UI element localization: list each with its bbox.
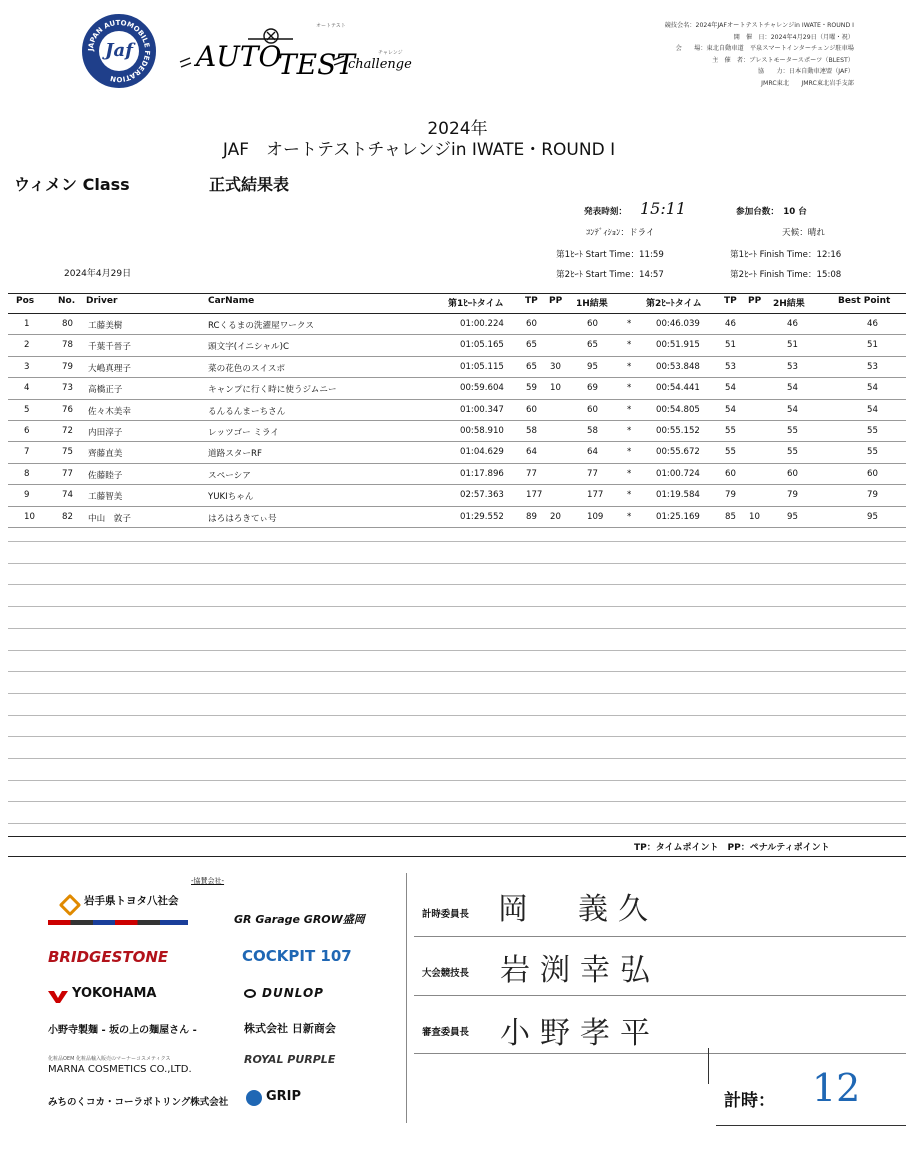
section-rule <box>8 836 906 837</box>
cell-heat2-tp: 55 <box>725 426 736 436</box>
cell-number: 78 <box>62 340 73 351</box>
table-row <box>8 421 906 440</box>
cell-best-marker: * <box>627 447 632 458</box>
cell-heat2-time: 01:19.584 <box>656 490 700 501</box>
sponsor-coca-cola: みちのくコカ・コーラボトリング株式会社 <box>48 1097 229 1108</box>
class-name: ウィメン Class <box>14 175 130 194</box>
cell-heat2-result: 46 <box>787 319 798 329</box>
org-info-line: 協 力：日本自動車連盟（JAF） <box>757 68 854 76</box>
cell-number: 73 <box>62 383 73 394</box>
table-row <box>8 400 906 419</box>
cell-heat2-tp: 54 <box>725 404 736 415</box>
heat1-start-time: 第1ﾋｰﾄ Start Time：11:59 <box>556 250 664 260</box>
table-header <box>8 291 906 310</box>
sponsor-nisshin-shokai: 株式会社 日新商会 <box>244 1022 336 1035</box>
cell-car-name: 頭文字(イニシャル)C <box>208 342 289 353</box>
blank-line <box>8 584 906 585</box>
org-info-line: 会 場：東北自動車道 平泉スマートインターチェンジ駐車場 <box>675 45 854 53</box>
cell-best-point: 54 <box>867 404 878 415</box>
sponsor-iwate-toyota: 岩手県トヨタ八社会 <box>84 895 179 907</box>
cell-pos: 7 <box>24 447 30 458</box>
jaf-logo <box>82 14 156 88</box>
announce-time-label: 発表時刻： <box>584 207 627 217</box>
cell-heat1-result: 109 <box>587 511 604 522</box>
challenge-word: challenge <box>348 57 412 72</box>
cell-best-point: 55 <box>867 447 878 458</box>
cell-pos: 3 <box>24 361 30 372</box>
cell-heat2-tp: 54 <box>725 383 736 394</box>
cell-heat1-result: 77 <box>587 468 598 479</box>
signature-line <box>414 995 906 996</box>
cell-heat2-tp: 79 <box>725 490 736 501</box>
cell-best-point: 55 <box>867 426 878 436</box>
cell-driver: 工藤智美 <box>88 492 123 503</box>
cell-heat1-time: 01:17.896 <box>460 468 504 479</box>
cell-heat1-tp: 59 <box>526 383 537 394</box>
weather: 天候：晴れ <box>782 228 825 238</box>
sponsor-bridgestone: BRIDGESTONE <box>48 948 169 966</box>
cell-car-name: スペーシア <box>208 470 251 481</box>
org-info-line: 競技会名：2024年JAFオートテストチャレンジin IWATE・ROUND I <box>664 22 854 29</box>
entries-count: 参加台数： 10 台 <box>736 207 807 217</box>
chief-timekeeper-signature: 岡 義久 <box>498 892 658 927</box>
blank-line <box>8 823 906 824</box>
cell-heat1-time: 01:04.629 <box>460 447 504 458</box>
timing-sheet-label: 計時： <box>724 1091 775 1111</box>
points-legend: TP：タイムポイント PP：ペナルティポイント <box>634 843 830 853</box>
cell-best-marker: * <box>627 319 632 329</box>
cell-pos: 2 <box>24 340 30 351</box>
title-year: 2024年 <box>427 119 488 139</box>
column-header-heat2-time: 第2ﾋｰﾄタイム <box>646 299 702 309</box>
cell-best-marker: * <box>627 361 632 372</box>
cell-best-point: 46 <box>867 319 878 329</box>
jaf-logo-center: Jaf <box>99 31 139 71</box>
cell-number: 74 <box>62 490 73 501</box>
cell-number: 76 <box>62 404 73 415</box>
signature-stroke <box>708 1048 709 1084</box>
cell-pos: 4 <box>24 383 30 394</box>
clerk-of-course-label: 大会競技長 <box>422 968 469 979</box>
cell-heat2-tp: 51 <box>725 340 736 351</box>
sponsor-dealer-strip <box>48 920 188 925</box>
cell-heat1-tp: 77 <box>526 468 537 479</box>
svg-text:JAPAN AUTOMOBILE FEDERATION: JAPAN AUTOMOBILE FEDERATION <box>86 18 152 84</box>
sponsor-divider <box>406 873 407 1123</box>
column-header-heat2-tp: TP <box>724 296 737 306</box>
dunlop-icon <box>244 989 256 998</box>
ruby-autotest: オートテスト <box>316 23 346 29</box>
cell-heat2-time: 00:55.672 <box>656 447 700 458</box>
sponsor-gr-garage: GR Garage GROW盛岡 <box>234 913 365 926</box>
cell-heat1-time: 01:05.115 <box>460 361 504 372</box>
cell-best-point: 53 <box>867 361 878 372</box>
toyota-group-icon <box>59 894 82 917</box>
sponsors-title: -協賛会社- <box>191 877 225 885</box>
cell-heat2-tp: 60 <box>725 468 736 479</box>
cell-car-name: YUKIちゃん <box>208 492 254 503</box>
cell-best-marker: * <box>627 511 632 522</box>
org-info-line: 開 催 日：2024年4月29日（月曜・祝） <box>733 33 854 41</box>
cell-number: 77 <box>62 468 73 479</box>
table-row <box>8 378 906 397</box>
cell-heat1-time: 01:05.165 <box>460 340 504 351</box>
column-header-heat2-result: 2H結果 <box>773 299 805 309</box>
heat2-finish-time: 第2ﾋｰﾄ Finish Time：15:08 <box>730 270 842 280</box>
heat1-finish-time: 第1ﾋｰﾄ Finish Time：12:16 <box>730 250 842 260</box>
cell-heat1-result: 69 <box>587 383 598 394</box>
chief-timekeeper-label: 計時委員長 <box>422 909 469 920</box>
blank-line <box>8 736 906 737</box>
cell-heat2-result: 53 <box>787 361 798 372</box>
cell-heat2-result: 51 <box>787 340 798 351</box>
chief-steward-signature: 小野孝平 <box>500 1016 660 1051</box>
table-row <box>8 485 906 504</box>
table-row <box>8 442 906 461</box>
cell-driver: 大嶋真理子 <box>88 363 131 374</box>
cell-heat1-time: 00:59.604 <box>460 383 504 394</box>
cell-heat2-time: 00:53.848 <box>656 361 700 372</box>
cell-heat1-tp: 89 <box>526 511 537 522</box>
organizer-info <box>588 20 854 90</box>
cell-heat2-result: 60 <box>787 468 798 479</box>
column-header-heat1-tp: TP <box>525 296 538 306</box>
cell-best-point: 54 <box>867 383 878 394</box>
cell-heat2-time: 01:25.169 <box>656 511 700 522</box>
cell-driver: 齊藤直美 <box>88 449 123 460</box>
cell-driver: 千葉千晉子 <box>88 342 131 353</box>
grip-icon <box>246 1090 262 1106</box>
cell-heat1-pp: 10 <box>550 383 561 394</box>
cell-car-name: はろはろきてぃ号 <box>208 513 277 524</box>
cell-driver: 中山 敦子 <box>88 513 131 524</box>
cell-heat1-result: 65 <box>587 340 598 351</box>
cell-number: 80 <box>62 319 73 329</box>
chief-steward-label: 審査委員長 <box>422 1027 469 1038</box>
cell-heat1-time: 01:29.552 <box>460 511 504 522</box>
cell-heat1-tp: 60 <box>526 404 537 415</box>
cell-car-name: レッツゴー ミライ <box>208 428 279 438</box>
cell-heat1-time: 00:58.910 <box>460 426 504 436</box>
cell-pos: 10 <box>24 511 35 522</box>
blank-line <box>8 693 906 694</box>
cell-heat1-result: 58 <box>587 426 598 436</box>
cell-heat2-time: 01:00.724 <box>656 468 700 479</box>
cell-best-point: 51 <box>867 340 878 351</box>
blank-line <box>8 541 906 542</box>
cell-heat2-result: 54 <box>787 383 798 394</box>
cell-heat2-tp: 55 <box>725 447 736 458</box>
sponsor-marna-tagline: 化粧品OEM 化粧品輸入販売のマーナーコスメティクス <box>48 1056 171 1062</box>
table-row <box>8 314 906 333</box>
cell-heat1-time: 01:00.347 <box>460 404 504 415</box>
signature-line <box>414 1053 906 1054</box>
clerk-of-course-signature: 岩渕幸弘 <box>500 953 660 988</box>
cell-heat1-tp: 60 <box>526 319 537 329</box>
cell-driver: 佐々木美幸 <box>88 406 131 417</box>
sponsor-royal-purple: ROYAL PURPLE <box>244 1053 336 1066</box>
column-header-heat2-pp: PP <box>748 296 762 306</box>
autotest-challenge-logo <box>178 14 428 82</box>
column-header-best-point: Best Point <box>838 296 891 306</box>
cell-best-marker: * <box>627 383 632 394</box>
sponsor-cockpit107: COCKPIT 107 <box>242 947 352 965</box>
cell-pos: 9 <box>24 490 30 501</box>
test-word: TEST <box>278 48 355 81</box>
blank-line <box>8 563 906 564</box>
yokohama-icon <box>48 988 68 1000</box>
cell-car-name: 菜の花色のスイスポ <box>208 363 286 374</box>
blank-line <box>8 628 906 629</box>
cell-driver: 工藤美樹 <box>88 321 123 331</box>
cell-heat1-tp: 64 <box>526 447 537 458</box>
cell-heat1-time: 02:57.363 <box>460 490 504 501</box>
cell-best-marker: * <box>627 340 632 351</box>
sponsor-marna-cosmetics: MARNA COSMETICS CO.,LTD. <box>48 1064 192 1075</box>
blank-line <box>8 801 906 802</box>
cell-car-name: RCくるまの洗濯屋ワークス <box>208 321 314 331</box>
cell-heat2-time: 00:51.915 <box>656 340 700 351</box>
sponsor-grip: GRIP <box>266 1089 302 1104</box>
cell-best-point: 79 <box>867 490 878 501</box>
org-info-line: JMRC東北 JMRC東北岩手支部 <box>761 79 854 87</box>
cell-driver: 佐藤睦子 <box>88 470 123 481</box>
cell-best-point: 95 <box>867 511 878 522</box>
signature-line <box>414 936 906 937</box>
cell-heat1-tp: 65 <box>526 361 537 372</box>
cell-pos: 1 <box>24 319 30 329</box>
cell-heat2-tp: 85 <box>725 511 736 522</box>
cell-heat2-pp: 10 <box>749 511 760 522</box>
cell-heat1-pp: 20 <box>550 511 561 522</box>
cell-best-marker: * <box>627 490 632 501</box>
column-header-car-name: CarName <box>208 296 255 306</box>
cell-car-name: キャンプに行く時に使うジムニー <box>208 385 337 396</box>
cell-heat2-result: 55 <box>787 447 798 458</box>
cell-heat1-tp: 58 <box>526 426 537 436</box>
ruby-challenge: チャレンジ <box>378 50 403 56</box>
cell-heat1-tp: 177 <box>526 490 543 501</box>
table-row <box>8 464 906 483</box>
cell-heat2-tp: 53 <box>725 361 736 372</box>
blank-line <box>8 650 906 651</box>
event-date: 2024年4月29日 <box>64 269 132 279</box>
column-header-heat1-pp: PP <box>549 296 563 306</box>
cell-heat2-result: 95 <box>787 511 798 522</box>
column-header-number: No. <box>58 296 76 306</box>
cell-heat1-pp: 30 <box>550 361 561 372</box>
blank-line <box>8 758 906 759</box>
table-row <box>8 507 906 526</box>
cell-heat1-result: 60 <box>587 404 598 415</box>
cell-driver: 高橋正子 <box>88 385 123 396</box>
announce-time-handwritten: 15:11 <box>640 199 687 218</box>
column-header-driver: Driver <box>86 296 118 306</box>
cell-driver: 内田淳子 <box>88 428 123 438</box>
blank-line <box>8 780 906 781</box>
cell-heat2-result: 79 <box>787 490 798 501</box>
cell-heat1-result: 60 <box>587 319 598 329</box>
cell-heat1-result: 177 <box>587 490 604 501</box>
cell-pos: 6 <box>24 426 30 436</box>
cell-pos: 5 <box>24 404 30 415</box>
cell-heat2-tp: 46 <box>725 319 736 329</box>
table-row <box>8 335 906 354</box>
cell-pos: 8 <box>24 468 30 479</box>
sponsor-onodera-seimen: 小野寺製麺 - 坂の上の麺屋さん - <box>48 1025 197 1036</box>
blank-line <box>8 606 906 607</box>
cell-number: 79 <box>62 361 73 372</box>
column-header-heat1-time: 第1ﾋｰﾄタイム <box>448 299 504 309</box>
cell-car-name: 道路スターRF <box>208 449 262 460</box>
section-rule <box>8 856 906 857</box>
sponsor-dunlop: DUNLOP <box>262 986 324 1000</box>
column-header-pos: Pos <box>16 296 35 306</box>
result-title: 正式結果表 <box>209 175 290 194</box>
cell-heat2-result: 54 <box>787 404 798 415</box>
cell-heat2-time: 00:54.441 <box>656 383 700 394</box>
row-rule <box>8 527 906 528</box>
condition: ｺﾝﾃﾞｨｼｮﾝ：ドライ <box>586 228 655 238</box>
cell-number: 82 <box>62 511 73 522</box>
cell-best-marker: * <box>627 426 632 436</box>
column-header-heat1-result: 1H結果 <box>576 299 608 309</box>
org-info-line: 主 催 者：ブレストモータースポーツ（BLEST） <box>712 56 854 64</box>
cell-heat2-time: 00:55.152 <box>656 426 700 436</box>
cell-number: 72 <box>62 426 73 436</box>
auto-word: AUTO <box>196 40 282 73</box>
blank-line <box>8 715 906 716</box>
cell-heat2-time: 00:46.039 <box>656 319 700 329</box>
cell-heat2-result: 55 <box>787 426 798 436</box>
cell-best-marker: * <box>627 404 632 415</box>
heat2-start-time: 第2ﾋｰﾄ Start Time：14:57 <box>556 270 664 280</box>
sponsor-yokohama: YOKOHAMA <box>72 986 157 1001</box>
table-row <box>8 357 906 376</box>
page-title: JAF オートテストチャレンジin IWATE・ROUND I <box>222 140 616 160</box>
cell-number: 75 <box>62 447 73 458</box>
blank-line <box>8 671 906 672</box>
timing-underline <box>716 1125 906 1126</box>
cell-heat1-result: 64 <box>587 447 598 458</box>
cell-car-name: るんるんまーちさん <box>208 406 286 417</box>
cell-heat1-time: 01:00.224 <box>460 319 504 329</box>
cell-best-marker: * <box>627 468 632 479</box>
cell-heat1-result: 95 <box>587 361 598 372</box>
cell-heat2-time: 00:54.805 <box>656 404 700 415</box>
timing-sheet-number: 12 <box>812 1066 861 1110</box>
cell-heat1-tp: 65 <box>526 340 537 351</box>
cell-best-point: 60 <box>867 468 878 479</box>
